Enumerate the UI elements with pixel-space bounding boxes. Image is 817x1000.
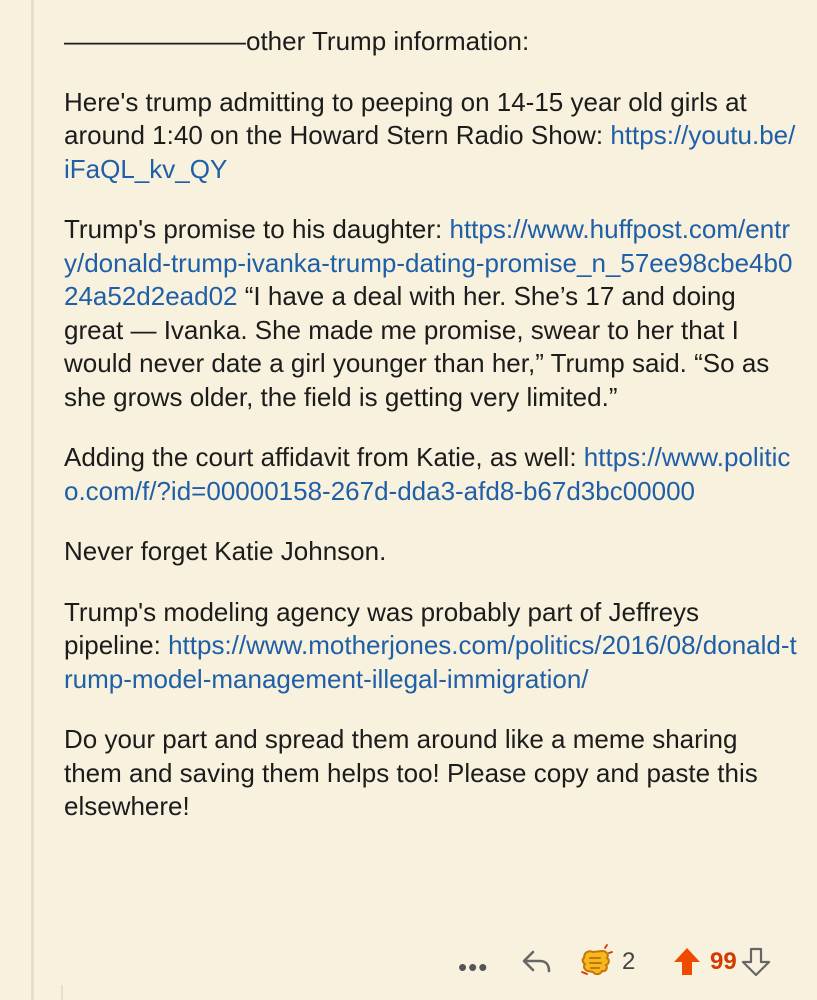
comment-paragraph: Trump's modeling agency was probably part of Jeffreys pipeline: https://www.motherjones.com/politics/2016/08/donald-trump-model-management-illegal-immigration/ [64,596,797,694]
child-thread-line [61,985,63,1000]
comment-body [64,25,800,851]
comment-paragraph: Trump's promise to his daughter: https://www.huffpost.com/entry/donald-trump-ivanka-trump-dating-promise_n_57ee98cbe4b024a52d2ead02 “I have a deal with her. She’s 17 and doing great — Ivanka. She made me promise, swear to her that I would never date a girl younger than her,” Trump said. “So as she grows older, the field is getting very limited.” [64,214,793,412]
vote-score: 99 [710,948,737,975]
youtube-link[interactable]: https://youtu.be/iFaQL_kv_QY [64,120,796,184]
award-count: 2 [622,948,636,975]
award-icon [578,944,614,980]
comment-paragraph: Here's trump admitting to peeping on 14-15 year old girls at around 1:40 on the Howard Stern Radio Show: https://youtu.be/iFaQL_kv_QY [64,86,796,184]
vote-controls [672,946,771,978]
reply-icon [520,947,554,977]
comment-intro: ———————other Trump information: [64,26,530,56]
more-icon: ••• [458,952,489,982]
more-options-button[interactable] [458,952,488,983]
downvote-icon[interactable] [741,946,771,978]
motherjones-link[interactable]: https://www.motherjones.com/politics/2016/08/donald-trump-model-management-illegal-immigration/ [64,630,797,694]
huffpost-link[interactable]: https://www.huffpost.com/entry/donald-trump-ivanka-trump-dating-promise_n_57ee98cbe4b024a52d2ead02 [64,214,793,311]
comment-paragraph: Never forget Katie Johnson. [64,536,387,566]
upvote-icon[interactable] [672,946,702,978]
comment-paragraph: Do your part and spread them around like a meme sharing them and saving them helps too! Please copy and paste this elsewhere! [64,724,758,821]
award-button[interactable] [578,944,635,980]
comment-paragraph: Adding the court affidavit from Katie, as well: https://www.politico.com/f/?id=00000158-267d-dda3-afd8-b67d3bc00000 [64,442,791,506]
comment-actions [0,942,817,982]
reply-button[interactable] [520,947,554,977]
thread-line[interactable] [31,0,34,1000]
politico-link[interactable]: https://www.politico.com/f/?id=00000158-267d-dda3-afd8-b67d3bc00000 [64,442,791,506]
